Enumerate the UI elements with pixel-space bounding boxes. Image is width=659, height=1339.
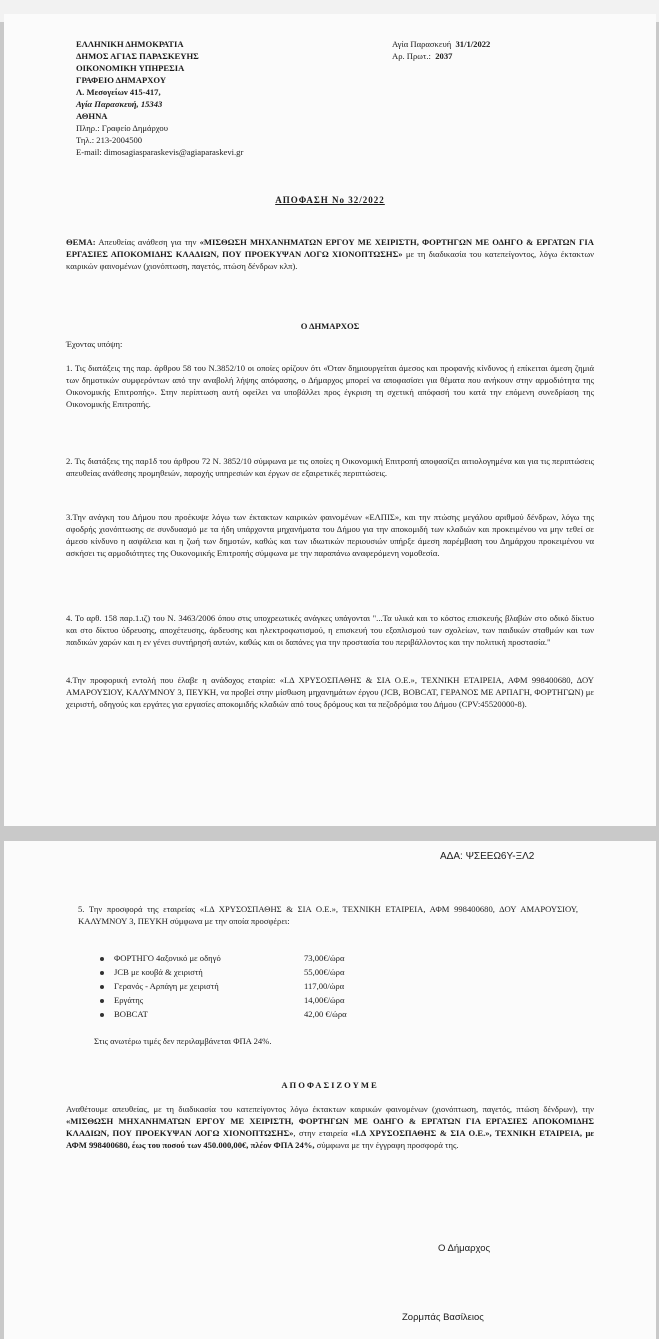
bullet-icon <box>100 971 104 975</box>
price-item-name: Γερανός - Αρπάγη με χειριστή <box>114 981 219 991</box>
paragraph-4b: 4.Την προφορική εντολή που έλαβε η ανάδοχος εταιρία: «Ι.Δ ΧΡΥΣΟΣΠΑΘΗΣ & ΣΙΑ Ο.Ε.», ΤΕΧΝΙΚΗ ΕΤΑΙΡΕΙΑ, ΑΦΜ 998400680, ΔΟΥ ΑΜΑΡΟΥΣΙΟΥ, ΚΑΛΥΜΝΟΥ 3, ΠΕΥΚΗ, να προβεί στην μίσθωση μηχανημάτων έργου (JCB, BOBCAT, ΓΕΡΑΝΟΣ ΜΕ ΑΡΠΑΓΗ, ΦΟΡΤΗΓΩΝ) με χειριστή, οδηγούς και εργάτες για εργασίες αποκομιδής κλαδιών από τους δρόμους και τα πεζοδρόμια του Δήμου (CPV:45520000-8). <box>66 675 594 709</box>
price-item-name: BOBCAT <box>114 1009 148 1019</box>
subject-post: με τη διαδικασία του κατεπείγοντος, λόγω έκτακτων καιρικών φαινομένων (χιονόπτωση, παγετός, πτώση δένδρων κλπ). <box>66 249 594 271</box>
header-line: ΟΙΚΟΝΟΜΙΚΗ ΥΠΗΡΕΣΙΑ <box>76 63 185 73</box>
header-right <box>392 38 622 62</box>
decision-bold-2: «Ι.Δ ΧΡΥΣΟΣΠΑΘΗΣ & ΣΙΑ Ο.Ε.», ΤΕΧΝΙΚΗ ΕΤΑΙΡΕΙΑ, με ΑΦΜ 998400680, έως του ποσού των 450.000,00€, πλέον ΦΠΑ 24%, <box>66 1128 595 1150</box>
paragraph-3: 3.Την ανάγκη του Δήμου που προέκυψε λόγω των έκτακτων καιρικών φαινομένων «ΕΛΠΙΣ», και την πτώσης μεγάλου αριθμού δένδρων, λόγω της σφοδρής χιονόπτωσης σε συνδυασμό με τα ήδη υπάρχοντα μηχανήματα του Δήμου για την αποκομιδή των κλαδιών και προκειμένου να μην τεθεί σε άμεσο κίνδυνο η ασφάλεια και η ζωή των δημοτών, καθώς και των ιδιωτικών περιουσιών υπήρξε άμεση παρέμβαση του Δημάρχου προκειμένου να ασκήσει τις αρμοδιότητες της Οικονομικής Επιτροπής σύμφωνα με την παραπάνω αναφερόμενη νομοθεσία. <box>66 512 594 558</box>
subject-bold: «ΜΙΣΘΩΣΗ ΜΗΧΑΝΗΜΑΤΩΝ ΕΡΓΟΥ ΜΕ ΧΕΙΡΙΣΤΗ, ΦΟΡΤΗΓΩΝ ΜΕ ΟΔΗΓΟ & ΕΡΓΑΤΩΝ ΓΙΑ ΕΡΓΑΣΙΕΣ ΑΠΟΚΟΜΙΔΗΣ ΚΛΑΔΙΩΝ, ΠΟΥ ΠΡΟΕΚΥΨΑΝ ΛΟΓΩ ΧΙΟΝΟΠΤΩΣΗΣ» <box>66 237 594 259</box>
decision-text-2: , στην εταιρεία <box>293 1128 348 1138</box>
paragraph-5: 5. Την προσφορά της εταιρείας «Ι.Δ ΧΡΥΣΟΣΠΑΘΗΣ & ΣΙΑ Ο.Ε.», ΤΕΧΝΙΚΗ ΕΤΑΙΡΕΙΑ, ΑΦΜ 998400680, ΔΟΥ ΑΜΑΡΟΥΣΙΟΥ, ΚΑΛΥΜΝΟΥ 3, ΠΕΥΚΗ σύμφωνα με την οποία προσφέρει: <box>78 904 578 926</box>
document-page-2 <box>4 841 656 1339</box>
header-line: ΕΛΛΗΝΙΚΗ ΔΗΜΟΚΡΑΤΙΑ <box>76 39 184 49</box>
mayor-heading: Ο ΔΗΜΑΡΧΟΣ <box>300 321 360 331</box>
decision-text-1: Αναθέτουμε απευθείας, με τη διαδικασία του κατεπείγοντος λόγω έκτακτων καιρικών φαινομένων (χιονόπτωση, παγετός, πτώση δένδρων), την <box>66 1104 594 1114</box>
header-line: Λ. Μεσογείων 415-417, <box>76 87 161 97</box>
protocol-number: 2037 <box>435 51 453 61</box>
bullet-icon <box>100 957 104 961</box>
bullet-icon <box>100 999 104 1003</box>
price-item-value: 55,00€/ώρα <box>304 967 345 977</box>
bullet-icon <box>100 985 104 989</box>
header-line: Πληρ.: Γραφείο Δημάρχου <box>76 123 168 133</box>
price-item-value: 14,00€/ώρα <box>304 995 345 1005</box>
price-item-name: Εργάτης <box>114 995 144 1005</box>
decide-heading: ΑΠΟΦΑΣΙΖΟΥΜΕ <box>281 1080 379 1090</box>
paragraph-1: 1. Τις διατάξεις της παρ. άρθρου 58 του Ν.3852/10 οι οποίες ορίζουν ότι «Όταν δημιουργείται άμεσος και προφανής κίνδυνος ή επίκειται άμεση ζημιά των δημοτικών συμφερόντων από την αναβολή λήψης απόφασης, ο Δήμαρχος μπορεί να αποφασίσει για θέματα που ανήκουν στην αρμοδιότητα της Οικονομικής Επιτροπής». Στην περίπτωση αυτή οφείλει να υποβάλλει προς έγκριση τη σχετική απόφασή του κατά την επόμενη συνεδρίαση της Οικονομικής Επιτροπής. <box>66 363 594 409</box>
decision-text-3: σύμφωνα με την έγγραφη προσφορά της. <box>316 1140 459 1150</box>
header-line: Αγία Παρασκευή, 15343 <box>76 99 163 109</box>
header-line: ΑΘΗΝΑ <box>76 111 108 121</box>
ada-code: ΑΔΑ: ΨΣΕΕΩ6Υ-ΞΛ2 <box>440 851 535 862</box>
decision-text <box>66 1103 594 1151</box>
price-item-value: 42,00 €/ώρα <box>304 1009 347 1019</box>
price-item-value: 117,00/ώρα <box>304 981 345 991</box>
price-item-name: JCB με κουβά & χειριστή <box>114 967 203 977</box>
protocol-label: Αρ. Πρωτ.: <box>392 51 431 61</box>
header-line: ΓΡΑΦΕΙΟ ΔΗΜΑΡΧΟΥ <box>76 75 167 85</box>
paragraph-2: 2. Τις διατάξεις της παρ1δ του άρθρου 72 Ν. 3852/10 σύμφωνα με τις οποίες η Οικονομική Επιτροπή αποφασίζει αιτιολογημένα και για τις περιπτώσεις απευθείας ανάθεσης προμηθειών, παροχής υπηρεσιών και έργων σε εξαιρετικές περιπτώσεις. <box>66 456 594 478</box>
price-item-name: ΦΟΡΤΗΓΟ 4αξονικό με οδηγό <box>114 953 221 963</box>
vat-note: Στις ανωτέρω τιμές δεν περιλαμβάνεται ΦΠΑ 24%. <box>94 1036 272 1046</box>
subject-label: ΘΕΜΑ: <box>66 237 96 247</box>
paragraph-4a: 4. Το αρθ. 158 παρ.1.ιζ) του Ν. 3463/2006 όπου στις υποχρεωτικές ανάγκες υπάγονται "...Τα υλικά και το κόστος επισκευής βλαβών στο οδικό δίκτυο και στο δίκτυο ύδρευσης, αποχέτευσης, άρδευσης και ηλεκτροφωτισμού, η επισκευή του εξοπλισμού των σχολείων, των παιδικών σταθμών και των παιδικών χαρών και η εν γένει συντήρησή αυτών, καθώς και οι δαπάνες για την προστασία του περιβάλλοντος και την πολιτική προστασία." <box>66 613 594 647</box>
header-left <box>76 38 336 158</box>
having-regard: Έχοντας υπόψη: <box>66 339 123 349</box>
signature-title: Ο Δήμαρχος <box>438 1243 491 1254</box>
subject-block <box>66 236 594 272</box>
header-line: Τηλ.: 213-2004500 <box>76 135 143 145</box>
signature-name: Ζορμπάς Βασίλειος <box>402 1312 484 1323</box>
document-page-1 <box>4 14 656 826</box>
bullet-icon <box>100 1013 104 1017</box>
decision-title: ΑΠΟΦΑΣΗ Νο 32/2022 <box>275 195 385 205</box>
decision-bold-1: «ΜΙΣΘΩΣΗ ΜΗΧΑΝΗΜΑΤΩΝ ΕΡΓΟΥ ΜΕ ΧΕΙΡΙΣΤΗ, ΦΟΡΤΗΓΩΝ ΜΕ ΟΔΗΓΟ & ΕΡΓΑΤΩΝ ΓΙΑ ΕΡΓΑΣΙΕΣ ΑΠΟΚΟΜΙΔΗΣ ΚΛΑΔΙΩΝ, ΠΟΥ ΠΡΟΕΚΥΨΑΝ ΛΟΓΩ ΧΙΟΝΟΠΤΩΣΗΣ» <box>66 1116 594 1138</box>
place-label: Αγία Παρασκευή <box>392 39 452 49</box>
header-line: E-mail: dimosagiasparaskevis@agiaparaskevi.gr <box>76 147 244 157</box>
header-line: ΔΗΜΟΣ ΑΓΙΑΣ ΠΑΡΑΣΚΕΥΗΣ <box>76 51 199 61</box>
price-item-value: 73,00€/ώρα <box>304 953 345 963</box>
subject-pre: Απευθείας ανάθεση για την <box>98 237 197 247</box>
decision-date: 31/1/2022 <box>455 39 491 49</box>
